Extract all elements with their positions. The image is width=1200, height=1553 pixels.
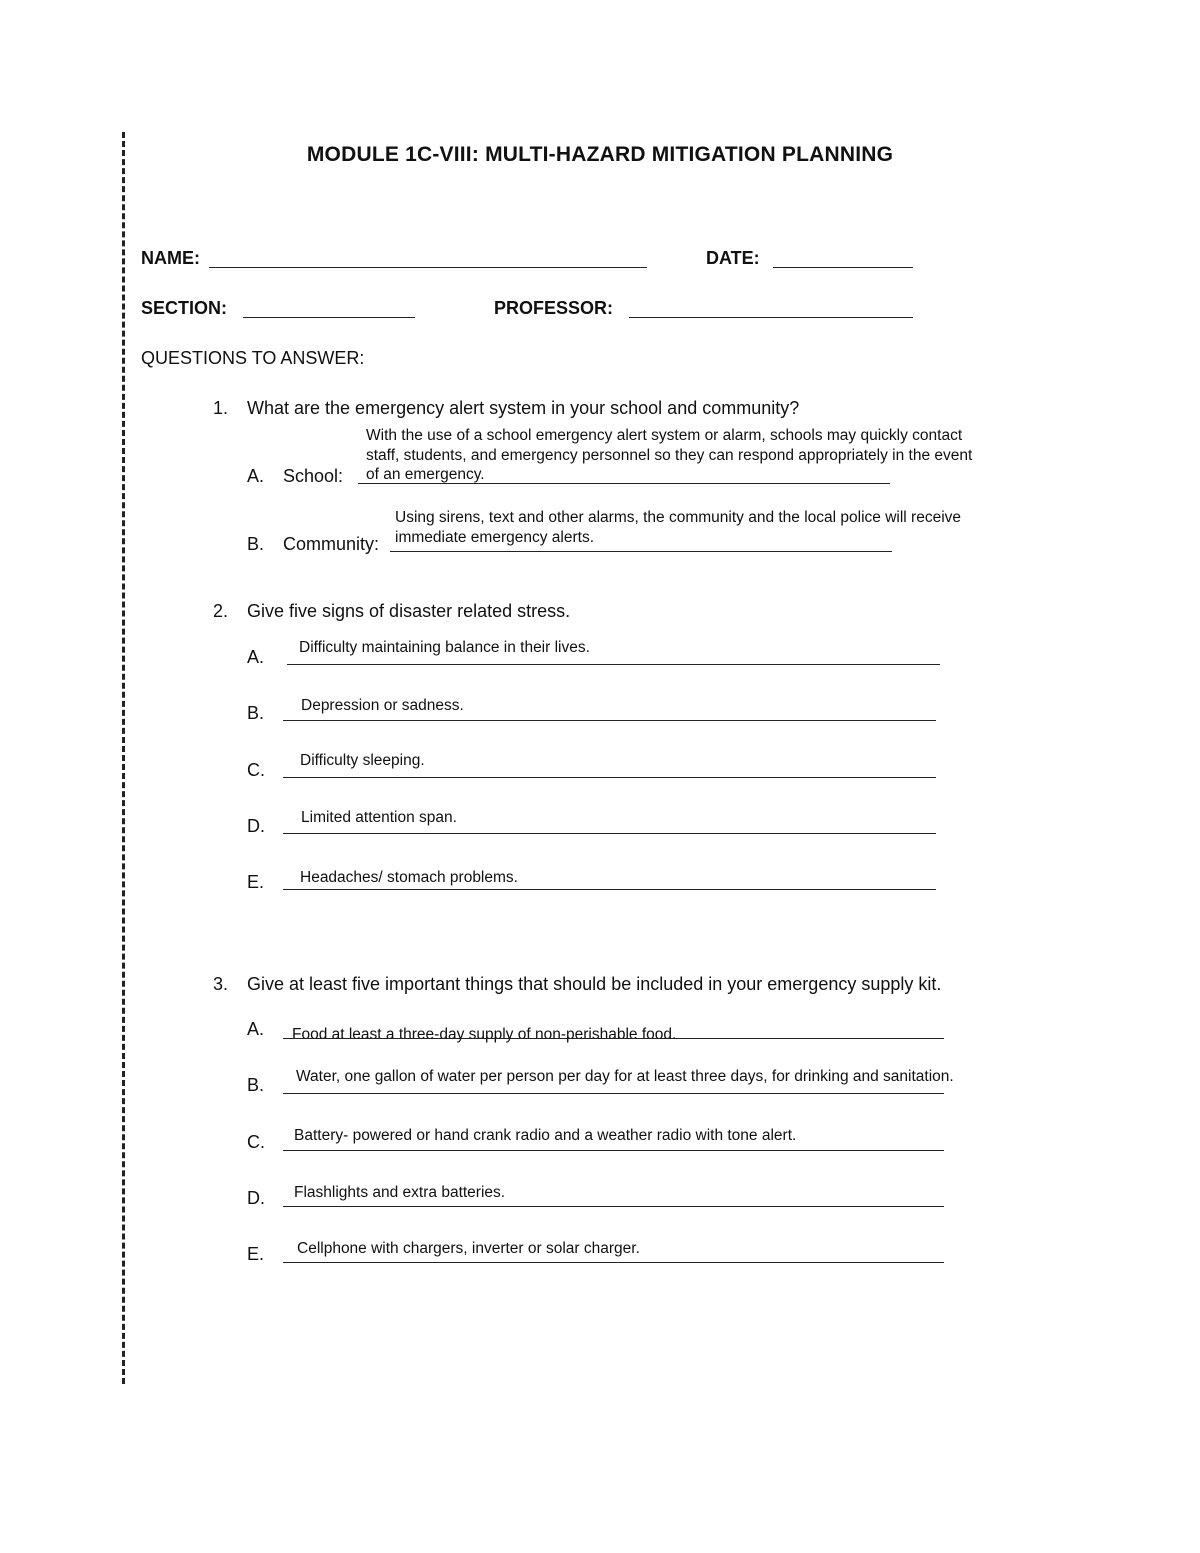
q3e-letter: E. — [247, 1244, 265, 1264]
professor-label: PROFESSOR: — [494, 298, 614, 318]
q1a-answer-line3: of an emergency. — [366, 466, 485, 483]
q2c-letter: C. — [247, 760, 265, 780]
q1b-letter: B. — [247, 534, 265, 554]
binding-margin-line — [122, 132, 125, 1384]
q3b-letter: B. — [247, 1075, 265, 1095]
section-field[interactable] — [243, 317, 415, 318]
q2d-answer-field[interactable] — [283, 833, 936, 834]
q3d-letter: D. — [247, 1188, 265, 1208]
q2a-answer-field[interactable] — [287, 664, 940, 665]
q2d-answer: Limited attention span. — [301, 809, 457, 826]
q1a-answer-line2: staff, students, and emergency personnel so they can respond appropriately in the event — [366, 447, 973, 464]
q1a-label: School: — [283, 466, 344, 486]
q2e-answer: Headaches/ stomach problems. — [300, 869, 518, 886]
q2-number: 2. — [213, 601, 229, 621]
name-field[interactable] — [209, 267, 647, 268]
q2c-answer: Difficulty sleeping. — [300, 752, 425, 769]
q3c-letter: C. — [247, 1132, 265, 1152]
q1a-answer-line1: With the use of a school emergency alert system or alarm, schools may quickly contact — [366, 427, 963, 444]
q2a-answer: Difficulty maintaining balance in their lives. — [299, 639, 590, 656]
q2e-answer-field[interactable] — [283, 889, 936, 890]
professor-field[interactable] — [629, 317, 913, 318]
q3d-answer-field[interactable] — [283, 1206, 944, 1207]
q3c-answer: Battery- powered or hand crank radio and a weather radio with tone alert. — [294, 1127, 797, 1144]
q3d-answer: Flashlights and extra batteries. — [294, 1184, 506, 1201]
q1b-answer-line2: immediate emergency alerts. — [395, 529, 594, 546]
q3e-answer: Cellphone with chargers, inverter or solar charger. — [297, 1240, 640, 1257]
q1b-answer-field[interactable] — [390, 551, 892, 552]
q3a-answer: Food at least a three-day supply of non-perishable food. — [292, 1026, 677, 1043]
q3c-answer-field[interactable] — [283, 1150, 944, 1151]
q2d-letter: D. — [247, 816, 265, 836]
name-label: NAME: — [141, 248, 200, 268]
q2b-answer-field[interactable] — [283, 720, 936, 721]
q3-number: 3. — [213, 974, 229, 994]
q2e-letter: E. — [247, 872, 265, 892]
q2c-answer-field[interactable] — [283, 777, 936, 778]
q3b-answer: Water, one gallon of water per person per day for at least three days, for drinking and sanitation. — [296, 1068, 954, 1085]
date-label: DATE: — [706, 248, 760, 268]
page-title: MODULE 1C-VIII: MULTI-HAZARD MITIGATION PLANNING — [306, 143, 894, 166]
q2-text: Give five signs of disaster related stress. — [247, 601, 571, 621]
q1b-label: Community: — [283, 534, 380, 554]
date-field[interactable] — [773, 267, 913, 268]
q1-number: 1. — [213, 398, 229, 418]
section-label: SECTION: — [141, 298, 228, 318]
q1a-answer-field[interactable] — [358, 483, 890, 484]
q2b-letter: B. — [247, 703, 265, 723]
questions-heading: QUESTIONS TO ANSWER: — [141, 348, 365, 368]
q3-text: Give at least five important things that should be included in your emergency supply kit. — [247, 974, 942, 994]
q1-text: What are the emergency alert system in your school and community? — [247, 398, 800, 418]
q3b-answer-field[interactable] — [283, 1093, 944, 1094]
q1b-answer-line1: Using sirens, text and other alarms, the community and the local police will receive — [395, 509, 962, 526]
q3a-letter: A. — [247, 1019, 265, 1039]
q2b-answer: Depression or sadness. — [301, 697, 464, 714]
q3a-answer-field[interactable] — [283, 1038, 944, 1039]
q2a-letter: A. — [247, 647, 265, 667]
q1a-letter: A. — [247, 466, 265, 486]
q3e-answer-field[interactable] — [283, 1262, 944, 1263]
